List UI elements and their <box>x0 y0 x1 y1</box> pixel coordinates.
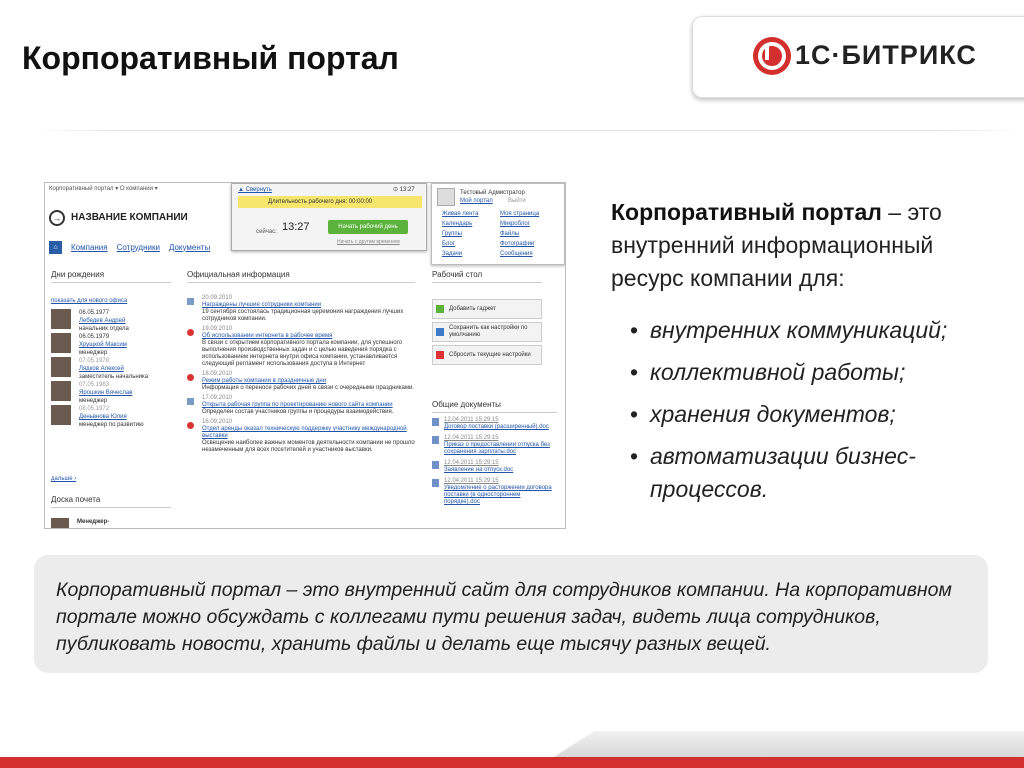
birthday-role: менеджер <box>79 350 108 356</box>
reset-settings-button[interactable] <box>432 345 542 365</box>
news-item <box>187 395 415 416</box>
honor-board-header: Доска почета <box>51 496 171 508</box>
user-links <box>442 210 562 258</box>
bullet-marker: • <box>630 359 639 385</box>
news-text: Определен состав участников группы и процедуры взаимодействия. <box>202 409 394 415</box>
company-header <box>49 210 188 226</box>
news-date: 20.09.2010 <box>202 295 233 301</box>
news-text: Информация о переносе рабочих дней в связи с очередными праздниками. <box>202 385 414 391</box>
birthdays-more-link[interactable]: дальше › <box>51 476 77 482</box>
doc-date: 12.04.2011 15:29:15 <box>444 478 499 484</box>
user-link[interactable]: Микроблог <box>500 221 530 227</box>
doc-item <box>432 435 557 456</box>
doc-name[interactable]: Заявление на отпуск.doc <box>444 467 514 473</box>
bottom-bar <box>0 757 1024 768</box>
news-item <box>187 326 415 368</box>
top-nav <box>49 241 210 254</box>
nav-item-company[interactable]: Компания <box>71 242 108 252</box>
birthday-date: 07.05.1978 <box>79 358 110 364</box>
user-name: Тестовый Адмистратор <box>460 190 525 196</box>
birthdays-header: Дни рождения <box>51 271 171 283</box>
start-workday-button[interactable]: Начать рабочий день <box>328 220 408 234</box>
birthday-name[interactable]: Лебедев Андрей <box>79 318 126 324</box>
avatar[interactable] <box>51 357 71 377</box>
user-avatar[interactable] <box>437 188 455 206</box>
alert-icon <box>187 422 194 429</box>
alert-icon <box>187 329 194 336</box>
doc-item <box>432 417 557 431</box>
user-link[interactable]: Календарь <box>442 221 473 227</box>
arrow-right-icon: → <box>49 210 65 226</box>
add-gadget-label: Добавить гаджет <box>449 305 496 312</box>
news-title[interactable]: Отдел аренды оказал техническую поддержку участнику международной выставки <box>202 426 407 439</box>
user-link[interactable]: Задачи <box>442 251 463 257</box>
doc-item <box>432 478 557 506</box>
timer-row <box>238 186 415 194</box>
news-header: Официальная информация <box>187 271 415 283</box>
doc-icon <box>432 479 439 487</box>
alert-icon <box>187 374 194 381</box>
home-icon[interactable]: ⌂ <box>49 241 62 254</box>
birthday-item <box>51 381 171 405</box>
bottom-decoration <box>554 731 1024 757</box>
timer-widget <box>231 183 427 251</box>
plus-icon <box>436 305 444 313</box>
news-icon <box>187 398 194 405</box>
birthday-date: 08.05.1972 <box>79 406 110 412</box>
bullet-marker: • <box>630 317 639 343</box>
avatar[interactable] <box>51 333 71 353</box>
doc-name[interactable]: Договор поставки (расширенный).doc <box>444 424 549 430</box>
news-date: 16.09.2010 <box>202 419 233 425</box>
doc-date: 12.04.2011 15:29:15 <box>444 435 499 441</box>
bullet-item <box>630 356 1010 389</box>
honor-name[interactable]: Менеджер- <box>77 519 110 525</box>
company-name[interactable]: НАЗВАНИЕ КОМПАНИИ <box>71 212 188 223</box>
desktop-panel <box>432 299 542 368</box>
doc-icon <box>432 436 439 444</box>
birthday-role: заместитель начальника <box>79 374 149 380</box>
portal-screenshot <box>44 182 566 529</box>
bullet-text: автоматизации бизнес-процессов. <box>650 443 916 502</box>
avatar[interactable] <box>51 405 71 425</box>
logo-text: 1С·БИТРИКС <box>795 40 977 70</box>
news-item <box>187 295 415 323</box>
news-text: В связи с открытием корпоративного портала компании, для успешного выполнения производственных задач и с целью наведения порядка с использованием интернета внутри офиса компании, устанавливается следующий регламент использования доступа в Интернет <box>202 340 403 367</box>
bitrix-logo-icon <box>751 35 793 77</box>
reset-icon <box>436 351 444 359</box>
news-text: 19 сентября состоялась традиционная церемония награждения лучших сотрудников компании. <box>202 309 404 322</box>
avatar[interactable] <box>51 381 71 401</box>
birthday-date: 06.05.1979 <box>79 334 110 340</box>
news-item <box>187 419 415 454</box>
my-portal-link[interactable]: Мой портал <box>460 198 493 204</box>
exit-link[interactable]: Выйти <box>508 198 526 204</box>
birthday-item <box>51 333 171 357</box>
news-list <box>187 295 415 457</box>
bullet-text: внутренних коммуникаций; <box>650 317 948 343</box>
slide-title: Корпоративный портал <box>22 40 399 76</box>
avatar[interactable] <box>51 309 71 329</box>
honor-board-item <box>51 518 109 529</box>
birthday-role: менеджер <box>79 398 108 404</box>
birthday-date: 07.05.1983 <box>79 382 110 388</box>
divider <box>34 130 1024 131</box>
birthday-role: начальник отдела <box>79 326 129 332</box>
user-panel <box>431 183 565 265</box>
news-item <box>187 371 415 392</box>
birthdays-filter-link[interactable]: показать для нового офиса <box>51 298 128 304</box>
birthday-item <box>51 357 171 381</box>
start-other-time-link[interactable]: Начать с другим временем <box>337 239 400 245</box>
save-default-label: Сохранить как настройки по умолчанию <box>449 325 528 338</box>
news-date: 17.09.2010 <box>202 395 233 401</box>
doc-icon <box>432 418 439 426</box>
nav-item-documents[interactable]: Документы <box>168 242 211 252</box>
birthday-name[interactable]: Ярошкин Вячеслав <box>79 390 133 396</box>
doc-date: 12.04.2011 15:29:15 <box>444 460 499 466</box>
news-title[interactable]: Открыта рабочая группа по проектированию нового сайта компании <box>202 402 393 408</box>
news-text: Освещение наиболее важных моментов деятельности компании не прошло незамеченным для всех посетителей и участников выставки. <box>202 440 415 453</box>
news-title[interactable]: Об использовании интернета в рабочее время <box>202 333 333 339</box>
note-box: Корпоративный портал – это внутренний сайт для сотрудников компании. На корпоративном портале можно обсуждать с коллегами пути решения задач, видеть лица сотрудников, публиковать новости, хранить файлы и делать еще тысячу разных вещей. <box>34 555 988 673</box>
bullet-text: хранения документов; <box>650 401 896 427</box>
user-link[interactable]: Сообщения <box>500 251 533 257</box>
desktop-header: Рабочий стол <box>432 271 542 283</box>
bullet-text: коллективной работы; <box>650 359 906 385</box>
birthday-date: 06.05.1977 <box>79 310 110 316</box>
add-gadget-button[interactable] <box>432 299 542 319</box>
user-link[interactable]: Живая лента <box>442 211 479 217</box>
logo-card <box>692 16 1024 98</box>
news-title[interactable]: Режим работы компании в праздничные дни <box>202 378 327 384</box>
news-icon <box>187 298 194 305</box>
user-link[interactable]: Моя страница <box>500 211 540 217</box>
user-link[interactable]: Блог <box>442 241 455 247</box>
docs-header: Общие документы <box>432 401 557 413</box>
doc-item <box>432 460 557 474</box>
bullet-item <box>630 440 1010 506</box>
news-date: 18.09.2010 <box>202 371 233 377</box>
user-link[interactable]: Фотографии <box>500 241 535 247</box>
duration-bar: Длительность рабочего дня: 00:00:00 <box>238 196 422 208</box>
description-rest: – это внутренний информационный ресурс компании для: <box>611 199 942 291</box>
nav-item-employees[interactable]: Сотрудники <box>116 242 160 252</box>
bullet-marker: • <box>630 443 639 469</box>
doc-date: 12.04.2011 15:29:15 <box>444 417 499 423</box>
doc-name[interactable]: Приказ о предоставлении отпуска без сохранения зарплаты.doc <box>444 442 550 455</box>
birthdays-list <box>51 297 171 429</box>
avatar[interactable] <box>51 518 69 529</box>
news-date: 19.09.2010 <box>202 326 233 332</box>
reset-settings-label: Сбросить текущие настройки <box>449 351 531 358</box>
check-icon <box>436 328 444 336</box>
birthday-name[interactable]: Лядков Алексей <box>79 366 124 372</box>
bullet-marker: • <box>630 401 639 427</box>
birthday-name[interactable]: Хрущкой Максим <box>79 342 127 348</box>
collapse-link[interactable]: ▲ Свернуть <box>238 187 272 193</box>
doc-name[interactable]: Уведомление о расторжении договора поставки (в одностороннем порядке).doc <box>444 485 552 505</box>
user-link[interactable]: Группы <box>442 231 462 237</box>
birthday-role: менеджер по развитию <box>79 422 144 428</box>
save-default-button[interactable] <box>432 322 542 342</box>
timer-time-small: ⊙ 13:27 <box>393 187 415 193</box>
breadcrumb[interactable]: Корпоративный портал ▾ О компании ▾ <box>49 186 158 192</box>
birthday-item <box>51 405 171 429</box>
bullet-item <box>630 398 1010 431</box>
birthday-name[interactable]: Деньвнова Юлия <box>79 414 127 420</box>
doc-icon <box>432 461 439 469</box>
birthday-item <box>51 309 171 333</box>
docs-panel <box>432 401 557 510</box>
now-label: сейчас: <box>256 229 277 235</box>
bullet-item <box>630 314 1010 347</box>
clock: 13:27 <box>282 221 310 233</box>
bullet-list <box>630 314 1010 515</box>
description <box>611 196 1011 295</box>
news-title[interactable]: Награждены лучшие сотрудники компании <box>202 302 322 308</box>
user-link[interactable]: Файлы <box>500 231 520 237</box>
description-lead: Корпоративный портал <box>611 199 882 225</box>
